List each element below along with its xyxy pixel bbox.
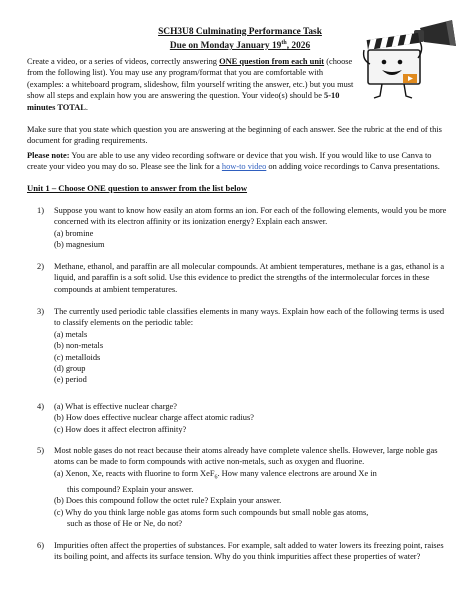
page-title: SCH3U8 Culminating Performance Task [158,27,322,37]
question-3 [27,306,452,386]
option-continuation: such as those of He or Ne, do not? [67,519,183,529]
intro-paragraph: Create a video, or a series of videos, correctly answering ONE question from each unit (choose from the following list). You may use any program/format that you are comfortable with (examples: a whiteboard program, slideshow, film yourself writing the answer, etc.) but you must show all steps and explain how you are answering the question. Your video(s) should be 5-10 minutes TOTAL. [27,57,354,112]
document-header [140,27,340,52]
note-paragraph: Please note: You are able to use any video recording software or device that you wish. If you would like to use Canva to create your video you may do so. Please see the link for a how-to video on adding voice recordings to Canva presentations. [27,151,440,172]
clapperboard-megaphone-mascot-icon [360,20,460,102]
option: (a) Xenon, Xe, reacts with fluorine to form XeF$_6$. How many valence electrons are around Xe in [54,468,377,481]
option: (b) magnesium [54,240,105,250]
question-text: The currently used periodic table classifies elements in many ways. Explain how each of the following terms is used to classify elements on the periodic table: [54,307,445,328]
option: (c) metalloids [54,352,101,362]
intro-emphasis: ONE question from each unit [219,57,325,66]
option: (c) How does it affect electron affinity? [54,424,187,434]
question-text: Most noble gases do not react because their atoms already have complete valence shells. However, large noble gas atoms can be made to form compounds with active non-metals, such as oxygen and fluorine. [54,446,438,467]
question-1 [27,205,452,251]
how-to-video-link[interactable]: how-to video [221,162,267,172]
intro-instructions: Make sure that you state which question you are answering at the beginning of each answer. See the rubric at the end of this document for grading requirements. [27,125,442,146]
unit-1-heading: Unit 1 – Choose ONE question to answer from the list below [27,183,248,193]
option: (a) metals [54,329,88,339]
question-number: 3) [37,307,44,316]
option: (d) group [54,364,86,374]
option: (b) non-metals [54,341,104,351]
question-number: 6) [37,541,44,550]
question-number: 1) [37,206,44,215]
option-continuation: this compound? Explain your answer. [67,484,194,494]
question-text: Suppose you want to know how easily an atom forms an ion. For each of the following elements, would you be more concerned with its electron affinity or its ionization energy? Explain each answer. [54,206,447,227]
note-label: Please note: [27,151,70,160]
option: (a) What is effective nuclear charge? [54,402,177,411]
question-number: 2) [37,262,44,271]
clapperboard-top-icon [367,33,420,50]
question-4 [27,401,452,435]
question-6 [27,540,452,563]
question-2 [27,261,452,295]
question-number: 4) [37,402,44,411]
video-length: 5-10 minutes TOTAL [27,91,340,112]
question-text: Methane, ethanol, and paraffin are all molecular compounds. At ambient temperatures, methane is a gas, ethanol is a liquid, and paraffin is a soft solid. Use this evidence to predict the strengths of the intermolecular forces in these compounds at ambient temperatures. [54,262,445,294]
option: (b) How does effective nuclear charge affect atomic radius? [54,413,254,423]
option: (b) Does this compound follow the octet rule? Explain your answer. [54,496,282,506]
option: (a) bromine [54,228,94,238]
question-text: Impurities often affect the properties of substances. For example, salt added to water lowers its freezing point, raises its boiling point, and affects its surface tension. Why do you think impurities affect these properties of water? [54,541,444,562]
question-number: 5) [37,446,44,455]
due-date: Due on Monday January 19th, 2026 [169,40,311,52]
option: (e) period [54,375,87,385]
option: (c) Why do you think large noble gas atoms form such compounds but small noble gas atoms, [54,507,369,517]
question-5 [27,445,452,530]
